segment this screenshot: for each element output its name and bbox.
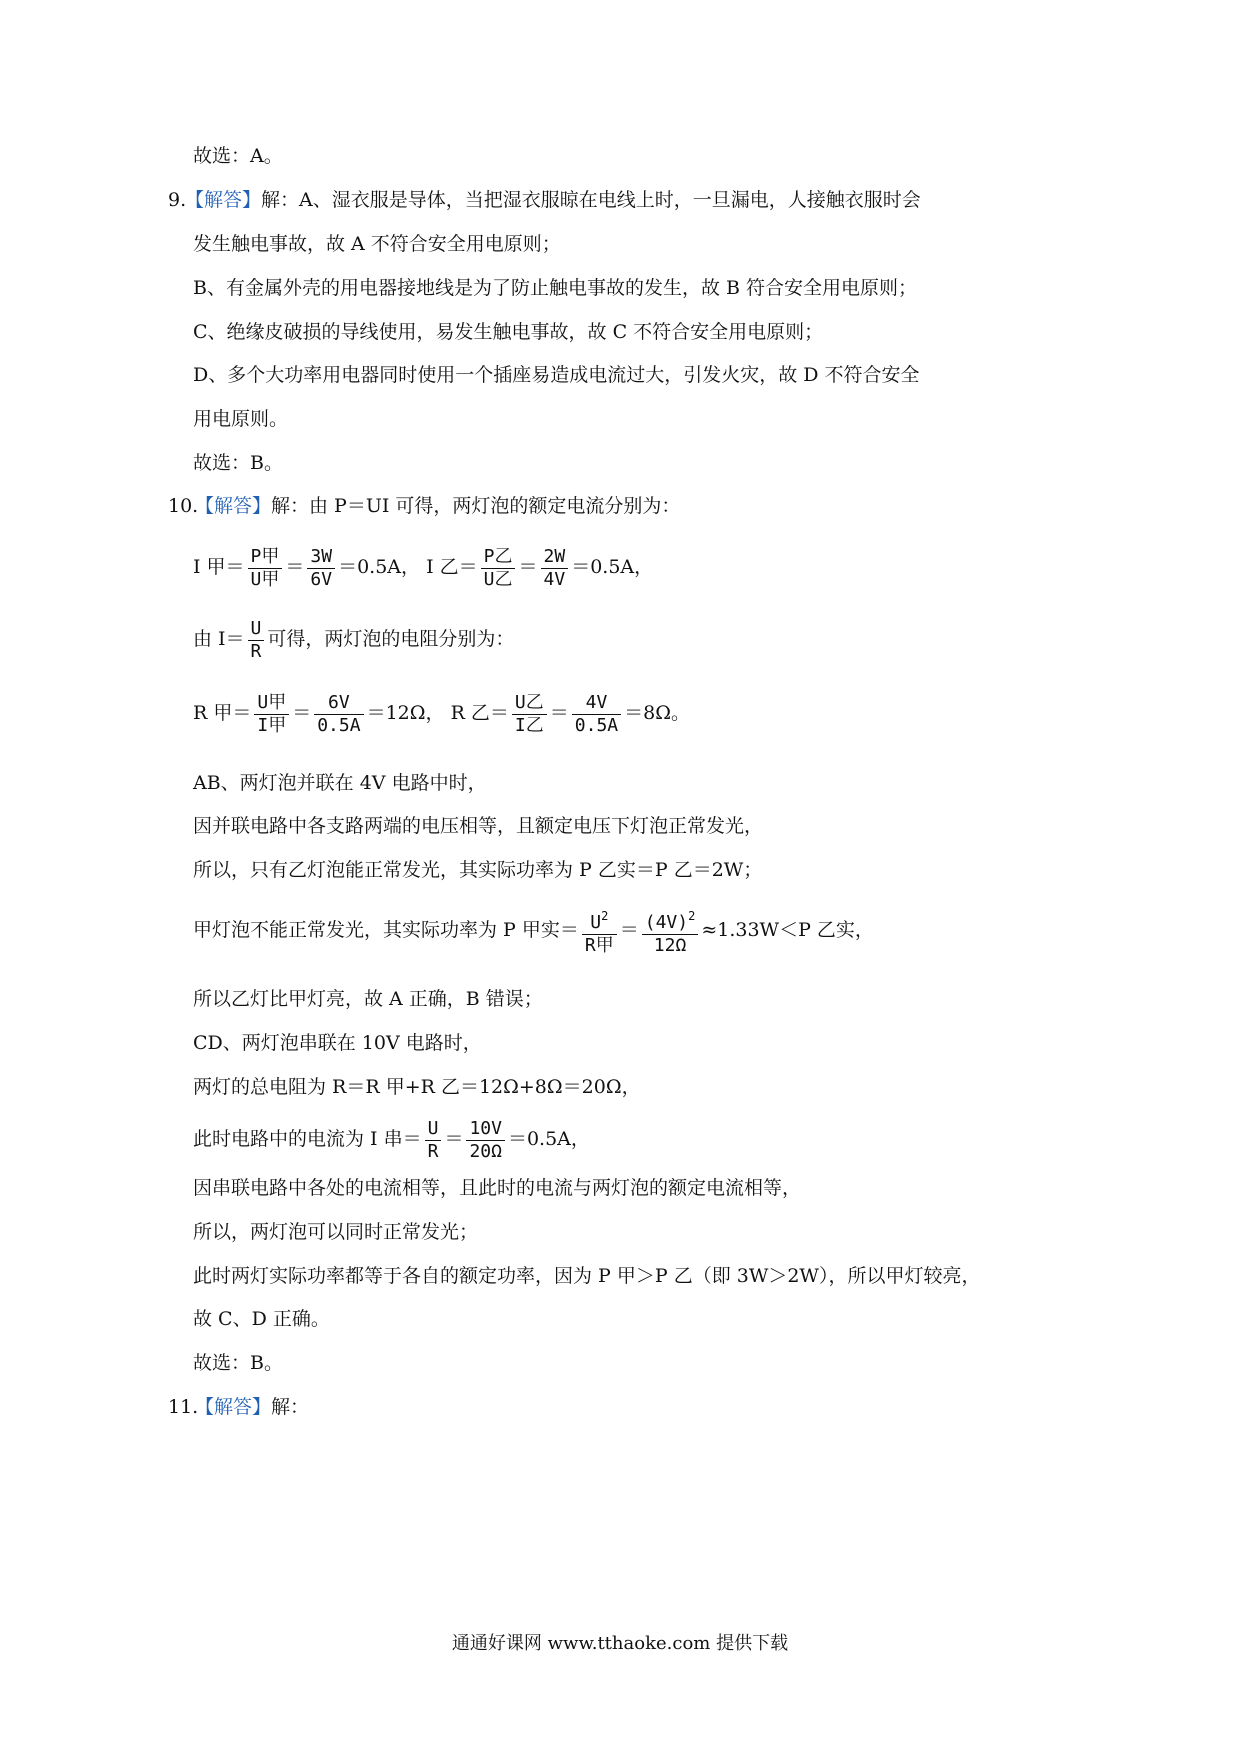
q10-text: 解：由 P＝UI 可得，两灯泡的额定电流分别为： bbox=[271, 495, 681, 517]
fraction bbox=[572, 692, 621, 737]
formula-result: ＝12Ω， bbox=[366, 702, 445, 724]
numerator: U乙 bbox=[512, 692, 547, 715]
text: 甲灯泡不能正常发光，其实际功率为 P 甲实＝ bbox=[193, 919, 579, 941]
question-number: 11. bbox=[168, 1396, 199, 1418]
denominator: 12Ω bbox=[653, 935, 687, 956]
q10-first-line bbox=[195, 493, 680, 519]
numerator: 2W bbox=[541, 546, 569, 569]
denominator: R bbox=[250, 640, 262, 662]
formula-label: R 甲＝ bbox=[193, 702, 252, 724]
answer-line: 故选：A。 bbox=[193, 145, 283, 167]
q10-line: 此时两灯实际功率都等于各自的额定功率，因为 P 甲＞P 乙（即 3W＞2W），所以甲灯较亮， bbox=[193, 1265, 981, 1287]
q10-line: AB、两灯泡并联在 4V 电路中时， bbox=[193, 772, 487, 794]
numerator bbox=[642, 905, 699, 935]
superscript: 2 bbox=[601, 909, 609, 923]
denominator: 6V bbox=[310, 568, 333, 590]
numerator: P乙 bbox=[481, 546, 516, 569]
denominator: R bbox=[427, 1140, 439, 1162]
fraction bbox=[248, 618, 265, 663]
fraction bbox=[642, 905, 699, 957]
q10-line: 所以乙灯比甲灯亮，故 A 正确，B 错误； bbox=[193, 988, 543, 1010]
q9-line: C、绝缘皮破损的导线使用，易发生触电事故，故 C 不符合安全用电原则； bbox=[193, 321, 824, 343]
q9-first-line bbox=[185, 187, 921, 213]
q10-line: 所以，两灯泡可以同时正常发光； bbox=[193, 1221, 479, 1243]
numerator: 10V bbox=[466, 1118, 505, 1141]
q10-line: 因并联电路中各支路两端的电压相等，且额定电压下灯泡正常发光， bbox=[193, 815, 764, 837]
denominator: I乙 bbox=[514, 714, 544, 736]
text: 可得，两灯泡的电阻分别为： bbox=[267, 628, 515, 650]
fraction bbox=[541, 546, 569, 591]
q9-line: 用电原则。 bbox=[193, 408, 289, 430]
fraction bbox=[307, 546, 335, 591]
fraction bbox=[512, 692, 547, 737]
formula-ohm bbox=[193, 612, 514, 666]
answer-tag: 【解答】 bbox=[195, 1396, 272, 1418]
formula-resistance: R 甲＝ $\frac{\text{U甲}}{\text{I甲}}$ ＝ $\frac{6V}{0.5A}$ ＝12Ω， R 乙＝ $\frac{\text{U乙}}{\text{I乙}}$ ＝ $\frac{4V}{0.5A}$ ＝8Ω。 bbox=[193, 691, 690, 736]
fraction bbox=[248, 546, 283, 591]
formula-label: R 乙＝ bbox=[450, 702, 509, 724]
denominator: U甲 bbox=[250, 568, 280, 590]
fraction bbox=[481, 546, 516, 591]
q9-line: 发生触电事故，故 A 不符合安全用电原则； bbox=[193, 233, 561, 255]
numerator: U bbox=[425, 1118, 442, 1141]
question-number: 9. bbox=[168, 189, 187, 211]
text: 此时电路中的电流为 I 串＝ bbox=[193, 1128, 422, 1150]
formula-result: ＝0.5A， bbox=[571, 556, 654, 578]
denominator: 0.5A bbox=[574, 714, 619, 736]
fraction bbox=[254, 692, 289, 737]
text: 由 I＝ bbox=[193, 628, 245, 650]
denominator: 0.5A bbox=[317, 714, 361, 736]
q10-line: 两灯的总电阻为 R＝R 甲+R 乙＝12Ω+8Ω＝20Ω， bbox=[193, 1076, 641, 1098]
q10-line: 所以，只有乙灯泡能正常发光，其实际功率为 P 乙实＝P 乙＝2W； bbox=[193, 859, 763, 881]
numerator: 3W bbox=[307, 546, 335, 569]
denominator: U乙 bbox=[483, 568, 513, 590]
denominator: R甲 bbox=[584, 935, 614, 956]
symbol: U bbox=[590, 912, 602, 933]
q9-text: 解：A、湿衣服是导体，当把湿衣服晾在电线上时，一旦漏电，人接触衣服时会 bbox=[261, 189, 921, 211]
formula-rated-current: I 甲＝ $\frac{\text{P甲}}{\text{U甲}}$ ＝ $\frac{3W}{6V}$ ＝0.5A， I 乙＝ $\frac{\text{P乙}}{\text{U乙}}$ ＝ $\frac{2W}{4V}$ ＝0.5A， bbox=[193, 545, 654, 590]
fraction bbox=[314, 692, 363, 737]
numerator: 4V bbox=[572, 692, 621, 715]
text: ＝0.5A， bbox=[507, 1128, 590, 1150]
numerator: 6V bbox=[314, 692, 363, 715]
q10-line: 因串联电路中各处的电流相等，且此时的电流与两灯泡的额定电流相等， bbox=[193, 1177, 802, 1199]
answer-tag: 【解答】 bbox=[195, 495, 272, 517]
numerator: U bbox=[248, 618, 265, 641]
formula-result: ＝0.5A， bbox=[338, 556, 421, 578]
q11-text: 解： bbox=[271, 1396, 310, 1418]
text: ≈1.33W＜P 乙实， bbox=[701, 919, 874, 941]
q10-line: 故 C、D 正确。 bbox=[193, 1308, 330, 1330]
numerator bbox=[582, 905, 617, 935]
q10-line: CD、两灯泡串联在 10V 电路时， bbox=[193, 1032, 482, 1054]
superscript: 2 bbox=[688, 909, 696, 923]
answer-line: 故选：B。 bbox=[193, 1352, 283, 1374]
formula-result: ＝8Ω。 bbox=[624, 702, 690, 724]
question-number: 10. bbox=[168, 495, 199, 517]
fraction bbox=[582, 905, 617, 957]
answer-line: 故选：B。 bbox=[193, 452, 283, 474]
denominator: 20Ω bbox=[469, 1140, 502, 1162]
denominator: I甲 bbox=[257, 714, 287, 736]
answer-tag: 【解答】 bbox=[185, 189, 262, 211]
formula-label: I 甲＝ bbox=[193, 556, 245, 578]
q9-line: D、多个大功率用电器同时使用一个插座易造成电流过大，引发火灾，故 D 不符合安全 bbox=[193, 364, 920, 386]
q9-line: B、有金属外壳的用电器接地线是为了防止触电事故的发生，故 B 符合安全用电原则； bbox=[193, 277, 918, 299]
symbol: (4V) bbox=[644, 912, 689, 933]
formula-series-current: 此时电路中的电流为 I 串＝ $\frac{U}{R}$ ＝ $\frac{10V}{20\Omega}$ ＝0.5A， bbox=[193, 1117, 590, 1162]
denominator: 4V bbox=[543, 568, 566, 590]
fraction bbox=[425, 1118, 442, 1163]
q11-first-line bbox=[195, 1394, 309, 1420]
page-footer: 通通好课网 www.tthaoke.com 提供下载 bbox=[451, 1633, 789, 1654]
numerator: P甲 bbox=[248, 546, 283, 569]
formula-label: I 乙＝ bbox=[426, 556, 478, 578]
formula-actual-power: 甲灯泡不能正常发光，其实际功率为 P 甲实＝ $\frac{U^2}{\text{R甲}}$ ＝ $\frac{(4V)^2}{12\Omega}$ ≈1.33W＜P 乙实， bbox=[193, 903, 874, 957]
numerator: U甲 bbox=[254, 692, 289, 715]
fraction bbox=[466, 1118, 505, 1163]
